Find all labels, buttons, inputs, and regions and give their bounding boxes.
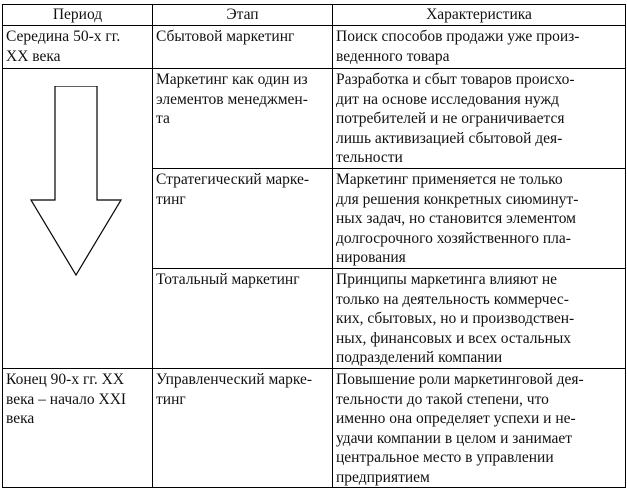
header-period: Период (3, 5, 153, 26)
period-cell: Середина 50-х гг. XX века (3, 26, 153, 69)
characteristic-cell: Повышение роли маркетинговой дея- тельности до такой степени, что именно она определяет успехи и не- удачи компании в целом и занимает центральное место в управлении предприятием (333, 368, 626, 488)
stage-cell: Управленческий марке- тинг (153, 368, 333, 488)
stage-cell: Стратегический марке- тинг (153, 168, 333, 268)
table-header-row (3, 5, 626, 26)
table-row (3, 368, 626, 488)
table-row (3, 26, 626, 69)
down-arrow-icon (30, 86, 122, 276)
stage-cell: Сбытовой маркетинг (153, 26, 333, 69)
stage-cell: Тотальный маркетинг (153, 268, 333, 368)
characteristic-cell: Маркетинг применяется не только для решения конкретных сиюминут- ных задач, но становится элементом долгосрочного хозяйственного пла- нирования (333, 168, 626, 268)
stage-cell: Маркетинг как один из элементов менеджмен- та (153, 69, 333, 169)
header-stage: Этап (153, 5, 333, 26)
characteristic-cell: Разработка и сбыт товаров происхо- дит на основе исследования нужд потребителей и не ограничивается лишь активизацией сбытовой дея- тельности (333, 69, 626, 169)
header-characteristic: Характеристика (333, 5, 626, 26)
period-cell: Конец 90-х гг. XX века – начало XXI века (3, 368, 153, 488)
characteristic-cell: Поиск способов продажи уже произ- веденного товара (333, 26, 626, 69)
characteristic-cell: Принципы маркетинга влияют не только на деятельность коммерчес- ких, сбытовых, но и производствен- ных, финансовых и всех остальных подразделений компании (333, 268, 626, 368)
